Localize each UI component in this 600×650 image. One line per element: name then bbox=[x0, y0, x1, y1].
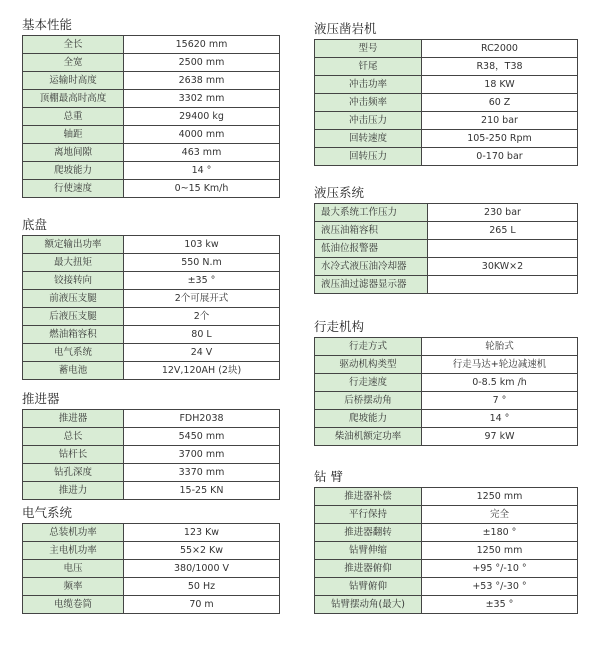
spec-key: 钎尾 bbox=[315, 58, 422, 76]
table-row bbox=[315, 374, 578, 392]
spec-key: 轴距 bbox=[23, 126, 124, 144]
spec-key: 水冷式液压油冷却器 bbox=[315, 258, 428, 276]
table-row bbox=[315, 148, 578, 166]
spec-value: 230 bar bbox=[428, 204, 578, 222]
spec-key: 钻孔深度 bbox=[23, 464, 124, 482]
spec-key: 低油位报警器 bbox=[315, 240, 428, 258]
spec-value: 380/1000 V bbox=[124, 560, 280, 578]
table-row bbox=[315, 410, 578, 428]
spec-value: 18 KW bbox=[422, 76, 578, 94]
spec-key: 主电机功率 bbox=[23, 542, 124, 560]
table-row bbox=[23, 162, 280, 180]
spec-key: 柴油机额定功率 bbox=[315, 428, 422, 446]
spec-value: 60 Z bbox=[422, 94, 578, 112]
spec-key: 全宽 bbox=[23, 54, 124, 72]
spec-key: 全长 bbox=[23, 36, 124, 54]
spec-key: 钻臂伸缩 bbox=[315, 542, 422, 560]
spec-key: 电压 bbox=[23, 560, 124, 578]
spec-table bbox=[22, 409, 280, 500]
section-chassis bbox=[22, 216, 280, 380]
spec-key: 蓄电池 bbox=[23, 362, 124, 380]
spec-key: 推进力 bbox=[23, 482, 124, 500]
table-row bbox=[315, 94, 578, 112]
spec-value bbox=[428, 240, 578, 258]
spec-value: 550 N.m bbox=[124, 254, 280, 272]
spec-value: +95 °/-10 ° bbox=[422, 560, 578, 578]
table-row bbox=[315, 112, 578, 130]
table-row bbox=[315, 240, 578, 258]
spec-value: 1250 mm bbox=[422, 488, 578, 506]
spec-value: 55×2 Kw bbox=[124, 542, 280, 560]
spec-key: 运输时高度 bbox=[23, 72, 124, 90]
spec-value: 103 kw bbox=[124, 236, 280, 254]
table-row bbox=[23, 524, 280, 542]
spec-key: 推进器翻转 bbox=[315, 524, 422, 542]
table-row bbox=[315, 40, 578, 58]
table-row bbox=[23, 36, 280, 54]
spec-value: 14 ° bbox=[124, 162, 280, 180]
spec-value: 15-25 KN bbox=[124, 482, 280, 500]
spec-value: 3370 mm bbox=[124, 464, 280, 482]
spec-key: 行走速度 bbox=[315, 374, 422, 392]
spec-key: 钻臂摆动角(最大) bbox=[315, 596, 422, 614]
table-row bbox=[23, 308, 280, 326]
table-row bbox=[23, 344, 280, 362]
spec-value: 0-170 bar bbox=[422, 148, 578, 166]
spec-value: 1250 mm bbox=[422, 542, 578, 560]
table-row bbox=[23, 464, 280, 482]
spec-key: 最大系统工作压力 bbox=[315, 204, 428, 222]
spec-value: 70 m bbox=[124, 596, 280, 614]
spec-key: 电气系统 bbox=[23, 344, 124, 362]
spec-value: 80 L bbox=[124, 326, 280, 344]
spec-value: 行走马达+轮边减速机 bbox=[422, 356, 578, 374]
table-row bbox=[315, 222, 578, 240]
spec-table bbox=[22, 523, 280, 614]
table-row bbox=[23, 428, 280, 446]
spec-key: 冲击功率 bbox=[315, 76, 422, 94]
spec-key: 顶棚最高时高度 bbox=[23, 90, 124, 108]
section-boom bbox=[314, 468, 578, 614]
spec-value: 2638 mm bbox=[124, 72, 280, 90]
table-row bbox=[23, 254, 280, 272]
spec-value: ±180 ° bbox=[422, 524, 578, 542]
spec-key: 总装机功率 bbox=[23, 524, 124, 542]
spec-key: 液压油箱容积 bbox=[315, 222, 428, 240]
table-row bbox=[315, 596, 578, 614]
spec-value: ±35 ° bbox=[422, 596, 578, 614]
table-row bbox=[23, 144, 280, 162]
spec-key: 总长 bbox=[23, 428, 124, 446]
table-row bbox=[23, 108, 280, 126]
spec-key: 液压油过滤器显示器 bbox=[315, 276, 428, 294]
spec-value: 4000 mm bbox=[124, 126, 280, 144]
table-row bbox=[315, 578, 578, 596]
spec-value: 5450 mm bbox=[124, 428, 280, 446]
spec-key: 电缆卷筒 bbox=[23, 596, 124, 614]
spec-value: 210 bar bbox=[422, 112, 578, 130]
table-row bbox=[315, 258, 578, 276]
spec-key: 型号 bbox=[315, 40, 422, 58]
table-row bbox=[315, 356, 578, 374]
table-row bbox=[23, 578, 280, 596]
section-travel bbox=[314, 318, 578, 446]
table-row bbox=[23, 72, 280, 90]
table-row bbox=[315, 58, 578, 76]
spec-value: 24 V bbox=[124, 344, 280, 362]
section-title: 液压凿岩机 bbox=[314, 21, 377, 36]
table-row bbox=[23, 272, 280, 290]
table-row bbox=[23, 482, 280, 500]
spec-table bbox=[22, 35, 280, 198]
table-row bbox=[315, 338, 578, 356]
spec-value: 12V,120AH (2块) bbox=[124, 362, 280, 380]
spec-key: 推进器 bbox=[23, 410, 124, 428]
table-row bbox=[23, 54, 280, 72]
table-row bbox=[23, 326, 280, 344]
spec-table bbox=[314, 487, 578, 614]
table-row bbox=[315, 76, 578, 94]
spec-table bbox=[314, 203, 578, 294]
table-row bbox=[315, 204, 578, 222]
section-title: 钻 臂 bbox=[314, 469, 343, 484]
spec-value: 完全 bbox=[422, 506, 578, 524]
spec-value: 50 Hz bbox=[124, 578, 280, 596]
spec-value: 15620 mm bbox=[124, 36, 280, 54]
spec-key: 钻臂俯仰 bbox=[315, 578, 422, 596]
spec-key: 频率 bbox=[23, 578, 124, 596]
spec-key: 冲击压力 bbox=[315, 112, 422, 130]
section-title: 基本性能 bbox=[22, 17, 73, 32]
spec-value: R38，T38 bbox=[422, 58, 578, 76]
spec-key: 回转压力 bbox=[315, 148, 422, 166]
section-electrical bbox=[22, 504, 280, 614]
spec-key: 额定输出功率 bbox=[23, 236, 124, 254]
spec-table bbox=[314, 337, 578, 446]
spec-key: 铰接转向 bbox=[23, 272, 124, 290]
table-row bbox=[23, 290, 280, 308]
table-row bbox=[23, 180, 280, 198]
spec-table bbox=[314, 39, 578, 166]
table-row bbox=[23, 542, 280, 560]
spec-key: 总重 bbox=[23, 108, 124, 126]
section-hydraulic bbox=[314, 184, 578, 294]
spec-value: 463 mm bbox=[124, 144, 280, 162]
spec-value: 0~15 Km/h bbox=[124, 180, 280, 198]
spec-value: FDH2038 bbox=[124, 410, 280, 428]
spec-value: 2个 bbox=[124, 308, 280, 326]
section-title: 液压系统 bbox=[314, 185, 365, 200]
table-row bbox=[23, 560, 280, 578]
spec-value bbox=[428, 276, 578, 294]
table-row bbox=[315, 392, 578, 410]
spec-value: 轮胎式 bbox=[422, 338, 578, 356]
spec-value: RC2000 bbox=[422, 40, 578, 58]
spec-value: 2500 mm bbox=[124, 54, 280, 72]
spec-value: 3700 mm bbox=[124, 446, 280, 464]
table-row bbox=[23, 446, 280, 464]
spec-key: 离地间隙 bbox=[23, 144, 124, 162]
spec-key: 爬坡能力 bbox=[315, 410, 422, 428]
table-row bbox=[315, 276, 578, 294]
table-row bbox=[315, 428, 578, 446]
spec-key: 后液压支腿 bbox=[23, 308, 124, 326]
spec-key: 最大扭矩 bbox=[23, 254, 124, 272]
spec-value: 29400 kg bbox=[124, 108, 280, 126]
spec-value: 105-250 Rpm bbox=[422, 130, 578, 148]
spec-value: 2个可展开式 bbox=[124, 290, 280, 308]
spec-table bbox=[22, 235, 280, 380]
spec-value: 0-8.5 km /h bbox=[422, 374, 578, 392]
spec-key: 燃油箱容积 bbox=[23, 326, 124, 344]
spec-value: +53 °/-30 ° bbox=[422, 578, 578, 596]
table-row bbox=[23, 410, 280, 428]
table-row bbox=[315, 130, 578, 148]
table-row bbox=[23, 126, 280, 144]
spec-value: 97 kW bbox=[422, 428, 578, 446]
spec-value: 265 L bbox=[428, 222, 578, 240]
spec-value: ±35 ° bbox=[124, 272, 280, 290]
section-title: 电气系统 bbox=[22, 505, 73, 520]
spec-value: 123 Kw bbox=[124, 524, 280, 542]
table-row bbox=[315, 542, 578, 560]
table-row bbox=[315, 560, 578, 578]
spec-key: 回转速度 bbox=[315, 130, 422, 148]
spec-key: 驱动机构类型 bbox=[315, 356, 422, 374]
table-row bbox=[315, 524, 578, 542]
spec-value: 3302 mm bbox=[124, 90, 280, 108]
spec-key: 钻杆长 bbox=[23, 446, 124, 464]
spec-value: 14 ° bbox=[422, 410, 578, 428]
section-title: 行走机构 bbox=[314, 319, 365, 334]
section-feeder bbox=[22, 390, 280, 500]
section-title: 底盘 bbox=[22, 217, 48, 232]
spec-key: 前液压支腿 bbox=[23, 290, 124, 308]
spec-value: 7 ° bbox=[422, 392, 578, 410]
table-row bbox=[23, 362, 280, 380]
spec-key: 爬坡能力 bbox=[23, 162, 124, 180]
spec-value: 30KW×2 bbox=[428, 258, 578, 276]
spec-key: 后桥摆动角 bbox=[315, 392, 422, 410]
spec-key: 推进器补偿 bbox=[315, 488, 422, 506]
spec-key: 平行保持 bbox=[315, 506, 422, 524]
section-basic bbox=[22, 16, 280, 198]
table-row bbox=[315, 506, 578, 524]
section-rockdrill bbox=[314, 20, 578, 166]
spec-key: 行使速度 bbox=[23, 180, 124, 198]
spec-key: 行走方式 bbox=[315, 338, 422, 356]
spec-key: 冲击频率 bbox=[315, 94, 422, 112]
table-row bbox=[23, 90, 280, 108]
table-row bbox=[23, 236, 280, 254]
table-row bbox=[315, 488, 578, 506]
section-title: 推进器 bbox=[22, 391, 60, 406]
spec-key: 推进器俯仰 bbox=[315, 560, 422, 578]
table-row bbox=[23, 596, 280, 614]
